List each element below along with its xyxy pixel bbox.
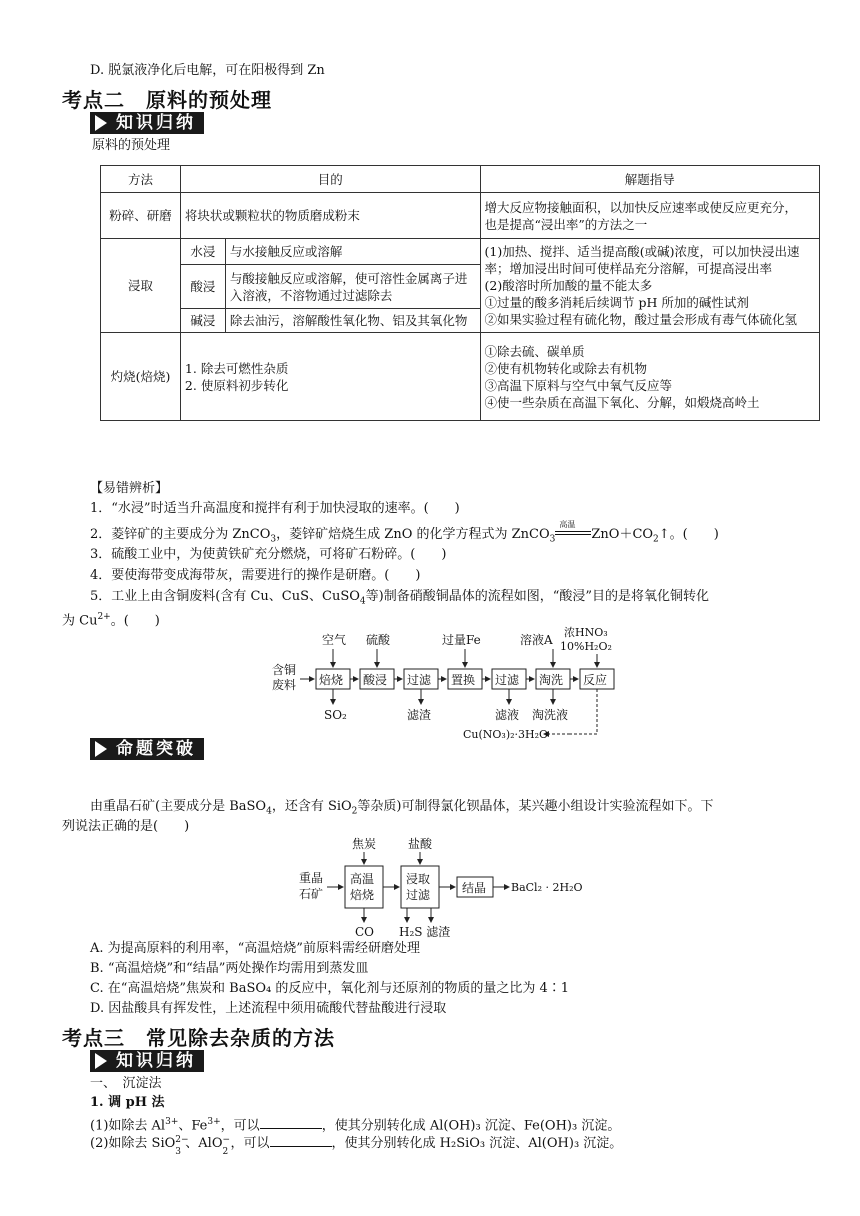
error-q4: 4．要使海带变成海带灰，需要进行的操作是研磨。( ) <box>90 568 421 583</box>
flow-top-solution-a: 溶液A <box>520 633 553 647</box>
flow-box-label: 反应 <box>583 673 608 687</box>
cell-purpose-roast <box>180 333 480 421</box>
flow2-bottom-h2s: H₂S 滤渣 <box>399 925 451 939</box>
cell-purpose-alkali: 除去油污，溶解酸性氧化物、铝及其氧化物 <box>225 309 480 333</box>
copper-flow-diagram <box>270 622 620 744</box>
condition-label: 高温 <box>559 520 576 529</box>
flow2-top-hcl: 盐酸 <box>408 837 433 851</box>
flow2-box-label: 高温 <box>350 872 375 886</box>
flow-input: 含铜 <box>272 663 297 677</box>
stem-part: 等杂质)可制得氯化钡晶体，某兴趣小组设计实验流程如下。下 <box>357 799 714 814</box>
header-purpose: 目的 <box>180 166 480 193</box>
cell-sub-acid: 酸浸 <box>180 265 225 309</box>
flow-bottom-residue: 滤渣 <box>407 708 432 722</box>
cell-sub-water: 水浸 <box>180 239 225 265</box>
flow-top-fe: 过量Fe <box>442 633 481 647</box>
item-part: 、AlO <box>185 1136 223 1151</box>
guide-line: ③高温下原料与空气中氧气反应等 <box>484 377 673 393</box>
cell-guide-grind <box>480 193 820 239</box>
item-part: ，可以 <box>220 1118 260 1134</box>
q2-part: ↑。( ) <box>658 527 719 542</box>
badge-label: 知识归纳 <box>116 1051 196 1071</box>
flow-box-label: 淘洗 <box>539 673 564 687</box>
section-title-3: 考点三 常见除去杂质的方法 <box>62 1026 335 1050</box>
flow2-box-label: 结晶 <box>462 881 487 895</box>
guide-line: 率；增加浸出时间可使样品充分溶解，可提高浸出率 <box>484 261 773 276</box>
item-part: (1)如除去 Al <box>90 1118 166 1134</box>
header-guide: 解题指导 <box>480 166 820 193</box>
flow-box-label: 置换 <box>451 673 476 687</box>
arrow-icon <box>95 1053 107 1069</box>
cell-method-grind: 粉碎、研磨 <box>101 193 181 239</box>
ph-item-2: (2)如除去 SiO 2− 3 、AlO − 2 ，可以 ，使其分别转化成 H₂SiO₃ 沉淀、Al(OH)₃ 沉淀。 <box>90 1135 623 1157</box>
purpose-line: 1. 除去可燃性杂质 <box>184 360 289 376</box>
flow-bottom-wash-liquid: 淘洗液 <box>532 708 569 722</box>
flow-box-label: 焙烧 <box>319 673 344 687</box>
method-heading: 一、 沉淀法 <box>90 1076 162 1091</box>
q2-part: 2．菱锌矿的主要成分为 ZnCO <box>90 527 271 542</box>
answer-blank[interactable] <box>260 1116 322 1129</box>
flow2-product: BaCl₂ · 2H₂O <box>511 881 583 894</box>
cell-purpose-grind: 将块状或颗粒状的物质磨成粉末 <box>180 193 480 239</box>
guide-line: 增大反应物接触面积，以加快反应速率或使反应更充分， <box>484 199 798 215</box>
q5-part: 为 Cu <box>62 613 98 629</box>
stem-part: 由重晶石矿(主要成分是 BaSO <box>90 799 267 814</box>
purpose-line: 入溶液，不溶物通过过滤除去 <box>229 287 393 303</box>
arrow-icon <box>95 741 107 757</box>
guide-line: ④使一些杂质在高温下氧化、分解，如煅烧高岭土 <box>484 394 760 410</box>
flow2-box-label: 浸取 <box>406 872 431 886</box>
item-part: ，使其分别转化成 Al(OH)₃ 沉淀、Fe(OH)₃ 沉淀。 <box>321 1118 621 1134</box>
q2-part: ZnO＋CO <box>591 527 654 542</box>
cell-guide-roast <box>480 333 820 421</box>
cell-method-leach: 浸取 <box>101 239 181 333</box>
problem-stem-cont: 列说法正确的是( ) <box>62 819 190 834</box>
flow-bottom-so2: SO₂ <box>324 708 347 722</box>
error-q2: 2．菱锌矿的主要成分为 ZnCO$_3$，菱锌矿焙烧生成 ZnO 的化学方程式为 ZnCO$_3$ 高温 $ZnO+CO_2↑$。( ) <box>90 526 719 549</box>
guide-line: ②如果实验过程有硫化物，酸过量会形成有毒气体硫化氢 <box>484 312 798 327</box>
cell-guide-leach <box>480 239 820 333</box>
problem-stem: 由重晶石矿(主要成分是 BaSO$_4$，还含有 SiO$_2$等杂质)可制得氯化钡晶体，某兴趣小组设计实验流程如下。下 <box>90 799 714 817</box>
flow-top-h2o2: 10%H₂O₂ <box>560 640 612 653</box>
flow2-input: 重晶 <box>299 871 324 885</box>
problem-badge <box>90 738 204 760</box>
header-method: 方法 <box>101 166 181 193</box>
item-part: ，可以 <box>230 1136 270 1151</box>
q5-part: 。( ) <box>110 613 160 629</box>
q2-part: ，菱锌矿焙烧生成 ZnO 的化学方程式为 ZnCO <box>276 527 550 542</box>
guide-line: (1)加热、搅拌、适当提高酸(或碱)浓度，可以加快浸出速 <box>484 244 800 259</box>
error-q1: 1．“水浸”时适当升高温度和搅拌有利于加快浸取的速率。( ) <box>90 501 460 516</box>
flow2-bottom-co: CO <box>355 925 375 939</box>
error-q5-cont: 为 $Cu^{2+}$。( ) <box>62 612 160 629</box>
guide-line: (2)酸溶时所加酸的量不能太多 <box>484 278 653 293</box>
guide-line: 也是提高“浸出率”的方法之一 <box>484 216 648 232</box>
flow-top-hno3: 浓HNO₃ <box>564 626 608 639</box>
ph-method-heading: 1. 调 pH 法 <box>90 1095 165 1110</box>
cell-method-roast: 灼烧(焙烧) <box>101 333 181 421</box>
flow-input: 废料 <box>272 678 297 692</box>
arrow-icon <box>95 115 107 131</box>
purpose-line: 与酸接触反应或溶解，使可溶性金属离子进 <box>229 270 468 286</box>
option-d: D. 因盐酸具有挥发性，上述流程中须用硫酸代替盐酸进行浸取 <box>90 1001 447 1016</box>
flow2-top-coke: 焦炭 <box>352 837 377 851</box>
flow-box-label: 酸浸 <box>363 673 388 687</box>
flow-box-label: 过滤 <box>495 673 520 687</box>
option-c: C. 在“高温焙烧”焦炭和 BaSO₄ 的反应中，氧化剂与还原剂的物质的量之比为 4∶1 <box>90 981 570 996</box>
knowledge-badge-1 <box>90 112 204 134</box>
guide-line: ②使有机物转化或除去有机物 <box>484 360 648 376</box>
barium-flow-diagram <box>295 832 625 940</box>
option-b: B. “高温焙烧”和“结晶”两处操作均需用到蒸发皿 <box>90 961 369 976</box>
item-part: 、Fe <box>178 1118 208 1134</box>
flow-box-label: 过滤 <box>407 673 432 687</box>
cell-purpose-water: 与水接触反应或溶解 <box>225 239 480 265</box>
flow-top-air: 空气 <box>322 633 347 647</box>
cell-sub-alkali: 碱浸 <box>180 309 225 333</box>
option-a: A. 为提高原料的利用率，“高温焙烧”前原料需经研磨处理 <box>90 941 420 956</box>
flow2-input: 石矿 <box>299 887 324 901</box>
error-q5: 5．工业上由含铜废料(含有 Cu、CuS、CuSO$_4$等)制备硝酸铜晶体的流程如图，“酸浸”目的是将氧化铜转化 <box>90 589 710 607</box>
guide-line: ①过量的酸多消耗后续调节 pH 所加的碱性试剂 <box>484 295 749 310</box>
pretreatment-table <box>100 165 820 421</box>
errors-title: 【易错辨析】 <box>90 481 169 496</box>
item-part: ，使其分别转化成 H₂SiO₃ 沉淀、Al(OH)₃ 沉淀。 <box>331 1136 623 1151</box>
stem-part: ，还含有 SiO <box>271 799 352 814</box>
badge-label: 命题突破 <box>116 739 196 759</box>
flow-bottom-filtrate: 滤液 <box>495 708 520 722</box>
item-part: (2)如除去 SiO <box>90 1136 176 1151</box>
guide-line: ①除去硫、碳单质 <box>484 343 585 359</box>
cell-purpose-acid <box>225 265 480 309</box>
purpose-line: 2. 使原料初步转化 <box>184 377 289 393</box>
flow-product: Cu(NO₃)₂·3H₂O <box>463 728 549 741</box>
flow-top-acid: 硫酸 <box>366 633 391 647</box>
q5-part: 等)制备硝酸铜晶体的流程如图，“酸浸”目的是将氧化铜转化 <box>365 589 710 604</box>
error-q3: 3．硫酸工业中，为使黄铁矿充分燃烧，可将矿石粉碎。( ) <box>90 547 447 562</box>
ph-item-1: (1)如除去 $Al^{3+}$、$Fe^{3+}$，可以 ，使其分别转化成 Al(OH)₃ 沉淀、Fe(OH)₃ 沉淀。 <box>90 1117 621 1134</box>
knowledge-badge-2 <box>90 1050 204 1072</box>
table-caption: 原料的预处理 <box>92 138 171 153</box>
q5-part: 5．工业上由含铜废料(含有 Cu、CuS、CuSO <box>90 589 360 604</box>
section-title-2: 考点二 原料的预处理 <box>62 88 272 112</box>
flow2-box-label: 焙烧 <box>350 888 375 902</box>
flow2-box-label: 过滤 <box>406 888 431 902</box>
badge-label: 知识归纳 <box>116 113 196 133</box>
high-temp-sign <box>555 520 591 538</box>
answer-blank[interactable] <box>270 1134 332 1147</box>
option-d-previous: D. 脱氯液净化后电解，可在阳极得到 Zn <box>90 63 325 78</box>
